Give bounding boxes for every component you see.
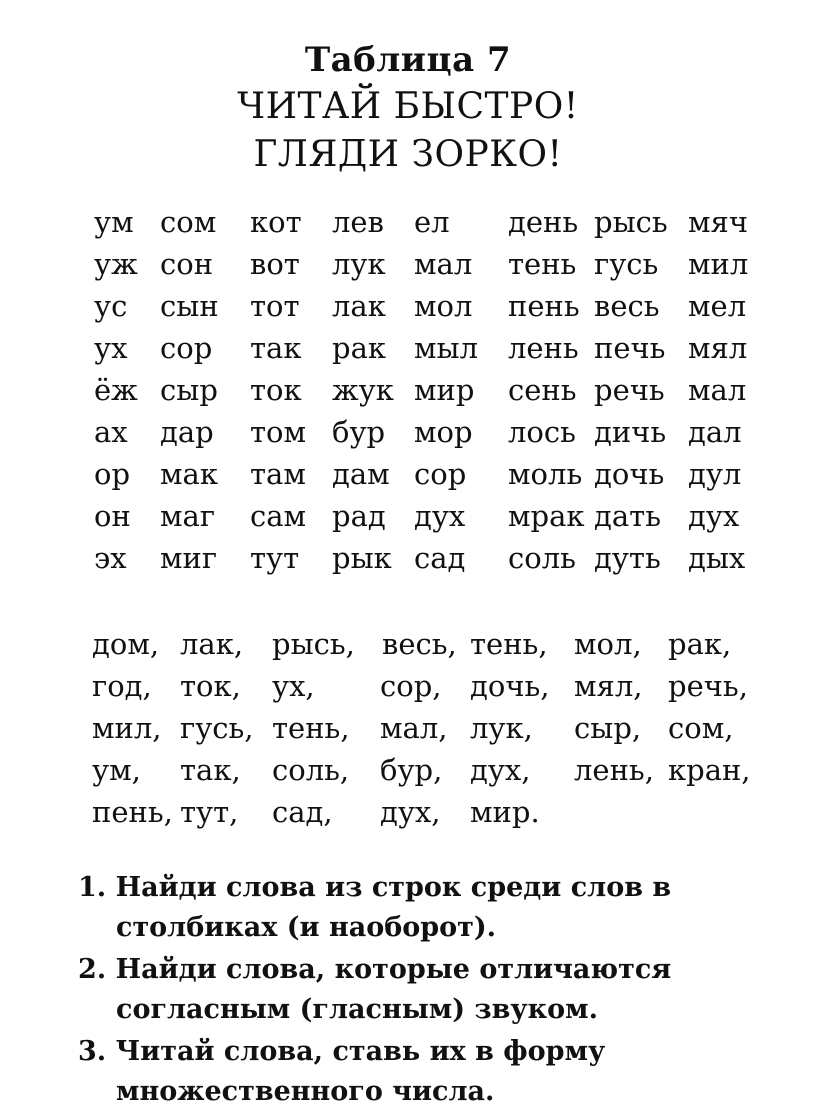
row-word: тут, <box>180 795 239 829</box>
column-word: дар <box>160 415 214 449</box>
row-word: дух, <box>470 753 531 787</box>
row-word: сыр, <box>574 711 642 745</box>
column-word: день <box>508 205 579 239</box>
column-word: кот <box>250 205 302 239</box>
column-word: мол <box>414 289 473 323</box>
column-word: сам <box>250 499 307 533</box>
row-word: ух, <box>272 669 315 703</box>
column-word: дочь <box>594 457 665 491</box>
column-word: мак <box>160 457 218 491</box>
column-word: лук <box>332 247 386 281</box>
column-word: мял <box>688 331 748 365</box>
row-word: весь, <box>382 627 457 661</box>
column-word: дуть <box>594 541 661 575</box>
column-word: сень <box>508 373 577 407</box>
task-list <box>78 868 768 1114</box>
row-word: мир. <box>470 795 540 829</box>
column-word: соль <box>508 541 576 575</box>
column-word: ах <box>94 415 128 449</box>
row-word: тень, <box>470 627 548 661</box>
column-word: сор <box>414 457 467 491</box>
column-word: сын <box>160 289 219 323</box>
task-text: Найди слова из строк среди слов в столбиках (и наоборот). <box>115 872 672 943</box>
row-word: рак, <box>668 627 732 661</box>
row-word: лук, <box>470 711 533 745</box>
column-word: дул <box>688 457 742 491</box>
heading-look-sharp: ГЛЯДИ ЗОРКО! <box>253 134 563 175</box>
row-word: бур, <box>380 753 443 787</box>
column-word: так <box>250 331 302 365</box>
column-word: рык <box>332 541 392 575</box>
column-word: весь <box>594 289 660 323</box>
column-word: ух <box>94 331 128 365</box>
row-word: дочь, <box>470 669 550 703</box>
column-word: сор <box>160 331 213 365</box>
word-rows-block <box>0 627 816 840</box>
column-word: мяч <box>688 205 749 239</box>
row-word: мал, <box>380 711 448 745</box>
column-word: жук <box>332 373 394 407</box>
row-word: так, <box>180 753 241 787</box>
task-text: Читай слова, ставь их в форму множественного числа. <box>115 1036 606 1107</box>
row-word: рысь, <box>272 627 355 661</box>
column-word: дух <box>414 499 466 533</box>
task-item <box>78 868 768 948</box>
row-word: лень, <box>574 753 654 787</box>
row-word: тень, <box>272 711 350 745</box>
column-word: ёж <box>94 373 138 407</box>
task-item <box>78 1032 768 1112</box>
column-word: он <box>94 499 131 533</box>
row-word: мол, <box>574 627 642 661</box>
row-word: мил, <box>92 711 162 745</box>
column-word: там <box>250 457 306 491</box>
row-word: кран, <box>668 753 751 787</box>
row-word: сад, <box>272 795 333 829</box>
task-item <box>78 950 768 1030</box>
row-word: пень, <box>92 795 173 829</box>
row-word: сом, <box>668 711 734 745</box>
column-word: сад <box>414 541 466 575</box>
heading-read-fast: ЧИТАЙ БЫСТРО! <box>237 86 579 127</box>
column-word: рад <box>332 499 386 533</box>
task-number: 3. <box>78 1036 116 1067</box>
word-columns-grid <box>0 196 816 588</box>
task-number: 1. <box>78 872 116 903</box>
column-word: пень <box>508 289 580 323</box>
row-word: речь, <box>668 669 748 703</box>
task-text: Найди слова, которые отличаются согласным (гласным) звуком. <box>115 954 672 1025</box>
column-word: мил <box>688 247 749 281</box>
row-word: дух, <box>380 795 441 829</box>
task-number: 2. <box>78 954 116 985</box>
column-word: тут <box>250 541 300 575</box>
table-label: Таблица 7 <box>304 40 512 80</box>
column-word: ел <box>414 205 450 239</box>
column-word: речь <box>594 373 665 407</box>
column-word: мел <box>688 289 747 323</box>
column-word: ус <box>94 289 128 323</box>
column-word: дичь <box>594 415 667 449</box>
column-word: сом <box>160 205 217 239</box>
column-word: бур <box>332 415 386 449</box>
column-word: сыр <box>160 373 218 407</box>
column-word: лось <box>508 415 576 449</box>
row-word: лак, <box>180 627 244 661</box>
column-word: гусь <box>594 247 659 281</box>
column-word: лень <box>508 331 579 365</box>
column-word: рак <box>332 331 386 365</box>
column-word: лак <box>332 289 386 323</box>
column-word: мор <box>414 415 473 449</box>
row-word: ум, <box>92 753 141 787</box>
column-word: дал <box>688 415 742 449</box>
column-word: дам <box>332 457 390 491</box>
row-word: соль, <box>272 753 350 787</box>
column-word: сон <box>160 247 214 281</box>
column-word: ток <box>250 373 302 407</box>
row-word: гусь, <box>180 711 254 745</box>
row-word: ток, <box>180 669 241 703</box>
column-word: маг <box>160 499 216 533</box>
column-word: дать <box>594 499 661 533</box>
column-word: печь <box>594 331 666 365</box>
row-word: мял, <box>574 669 643 703</box>
column-word: мир <box>414 373 475 407</box>
column-word: мрак <box>508 499 585 533</box>
column-word: миг <box>160 541 218 575</box>
column-word: уж <box>94 247 138 281</box>
column-word: лев <box>332 205 384 239</box>
column-word: мал <box>414 247 473 281</box>
column-word: дух <box>688 499 740 533</box>
column-word: мал <box>688 373 747 407</box>
row-word: дом, <box>92 627 160 661</box>
row-word: сор, <box>380 669 442 703</box>
column-word: эх <box>94 541 127 575</box>
column-word: рысь <box>594 205 668 239</box>
column-word: моль <box>508 457 583 491</box>
column-word: тот <box>250 289 300 323</box>
column-word: ум <box>94 205 134 239</box>
column-word: вот <box>250 247 300 281</box>
column-word: том <box>250 415 307 449</box>
column-word: ор <box>94 457 131 491</box>
column-word: тень <box>508 247 577 281</box>
column-word: дых <box>688 541 746 575</box>
column-word: мыл <box>414 331 479 365</box>
row-word: год, <box>92 669 152 703</box>
